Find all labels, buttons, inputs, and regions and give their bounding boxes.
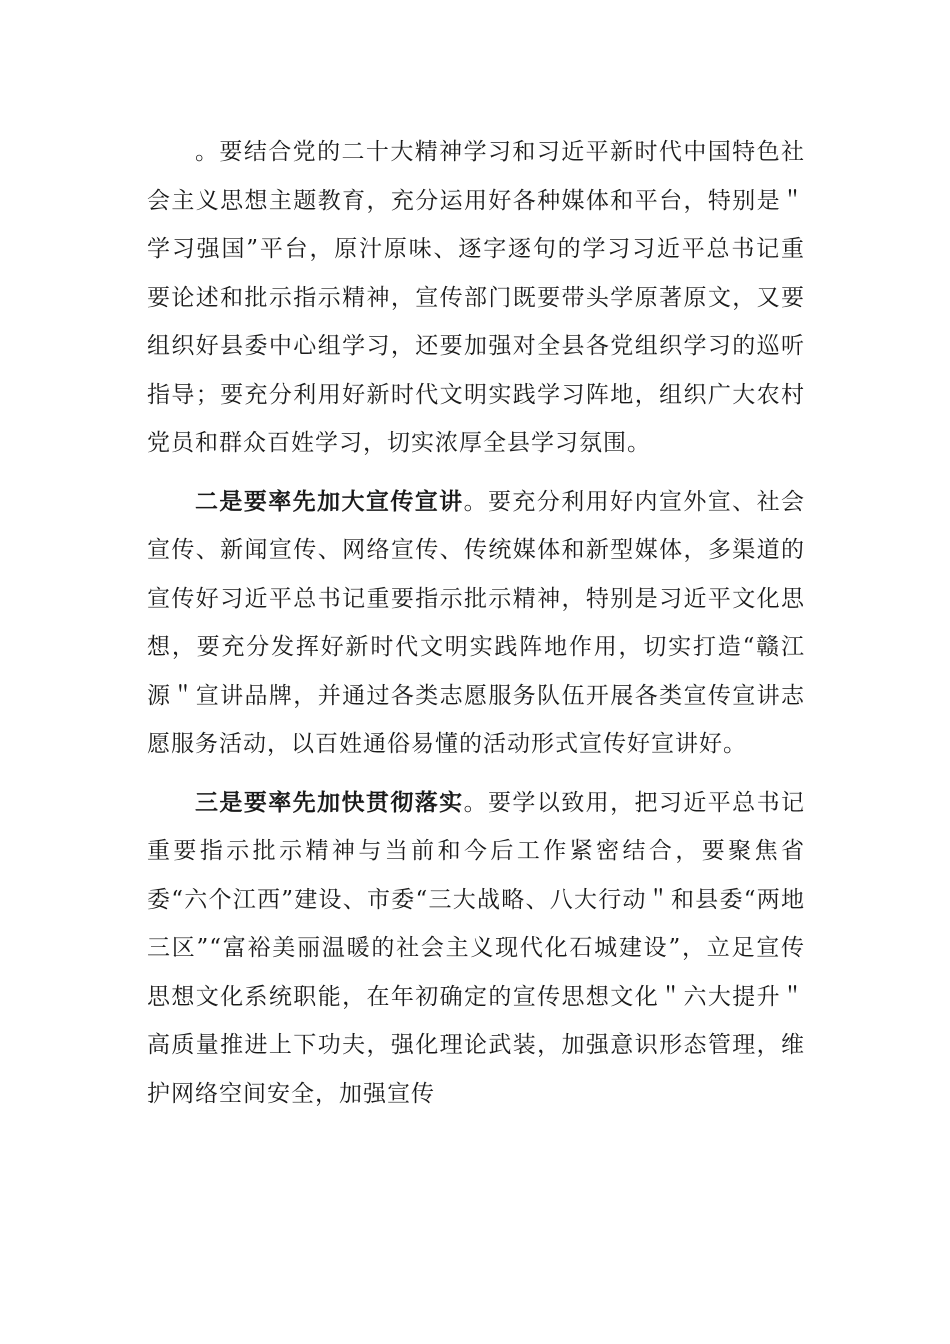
paragraph-3 bbox=[147, 779, 805, 1119]
paragraph-2-text: 。要充分利用好内宣外宣、社会宣传、新闻宣传、网络宣传、传统媒体和新型媒体，多渠道的宣传好习近平总书记重要指示批示精神，特别是习近平文化思想，要充分发挥好新时代文明实践阵地作用，切实打造“赣江源＂宣讲品牌，并通过各类志愿服务队伍开展各类宣传宣讲志愿服务活动，以百姓通俗易懂的活动形式宣传好宣讲好。 bbox=[147, 488, 806, 757]
paragraph-2-lead: 二是要率先加大宣传宣讲 bbox=[195, 488, 464, 515]
paragraph-1-text: 。要结合党的二十大精神学习和习近平新时代中国特色社会主义思想主题教育，充分运用好各种媒体和平台，特别是＂学习强国”平台，原汁原味、逐字逐句的学习习近平总书记重要论述和批示指示精神，宣传部门既要带头学原著原文，又要组织好县委中心组学习，还要加强对全县各党组织学习的巡听指导；要充分利用好新时代文明实践学习阵地，组织广大农村党员和群众百姓学习，切实浓厚全县学习氛围。 bbox=[147, 139, 805, 456]
paragraph-3-text: 。要学以致用，把习近平总书记重要指示批示精神与当前和今后工作紧密结合，要聚焦省委“六个江西”建设、市委“三大战略、八大行动＂和县委“两地三区”“富裕美丽温暖的社会主义现代化石城建设”，立足宣传思想文化系统职能，在年初确定的宣传思想文化＂六大提升＂高质量推进上下功夫，强化理论武装，加强意识形态管理，维护网络空间安全，加强宣传 bbox=[147, 789, 806, 1107]
document-body bbox=[147, 128, 805, 1118]
paragraph-1 bbox=[147, 128, 805, 468]
paragraph-3-lead: 三是要率先加快贯彻落实 bbox=[195, 789, 464, 816]
paragraph-2 bbox=[147, 478, 805, 769]
